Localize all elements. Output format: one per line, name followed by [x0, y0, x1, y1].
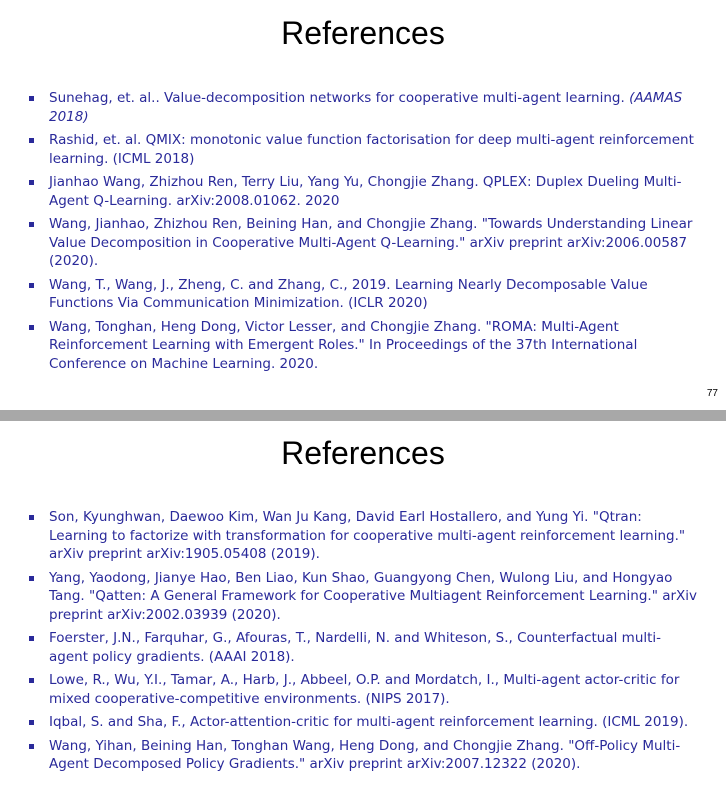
reference-item	[28, 508, 700, 564]
square-bullet-icon	[29, 744, 34, 749]
reference-text: Wang, Yihan, Beining Han, Tonghan Wang, Heng Dong, and Chongjie Zhang. "Off-Policy Multi-Agent Decomposed Policy Gradients." arXiv preprint arXiv:2007.12322 (2020).	[49, 737, 681, 772]
square-bullet-icon	[29, 576, 34, 581]
slide-divider	[0, 410, 726, 421]
square-bullet-icon	[29, 720, 34, 725]
page-number: 77	[706, 388, 718, 399]
square-bullet-icon	[29, 96, 34, 101]
reference-text: Sunehag, et. al.. Value-decomposition networks for cooperative multi-agent learning.	[49, 90, 630, 106]
reference-text: Iqbal, S. and Sha, F., Actor-attention-critic for multi-agent reinforcement learning. (ICML 2019).	[49, 714, 689, 730]
reference-text: Wang, T., Wang, J., Zheng, C. and Zhang, C., 2019. Learning Nearly Decomposable Value Functions Via Communication Minimization. (ICLR 2020)	[49, 276, 648, 311]
square-bullet-icon	[29, 325, 34, 330]
reference-item	[28, 713, 700, 732]
reference-text: Wang, Jianhao, Zhizhou Ren, Beining Han, and Chongjie Zhang. "Towards Understanding Linear Value Decomposition in Cooperative Multi-Agent Q-Learning." arXiv preprint arXiv:2006.00587 (2020).	[49, 216, 693, 269]
reference-venue: (AAMAS 2018)	[49, 90, 683, 125]
reference-text: Yang, Yaodong, Jianye Hao, Ben Liao, Kun Shao, Guangyong Chen, Wulong Liu, and Hongyao Tang. "Qatten: A General Framework for Cooperative Multiagent Reinforcement Learning." arXiv preprint arXiv:2002.03939 (2020).	[49, 569, 698, 623]
reference-item	[28, 173, 700, 210]
reference-item	[28, 131, 700, 168]
slide-title: References	[281, 435, 445, 471]
reference-text: Jianhao Wang, Zhizhou Ren, Terry Liu, Yang Yu, Chongjie Zhang. QPLEX: Duplex Dueling Multi-Agent Q-Learning. arXiv:2008.01062. 2020	[49, 174, 682, 209]
reference-item	[28, 318, 700, 374]
reference-text: Lowe, R., Wu, Y.I., Tamar, A., Harb, J., Abbeel, O.P. and Mordatch, I., Multi-agent actor-critic for mixed cooperative-competitive environments. (NIPS 2017).	[49, 672, 680, 707]
reference-item	[28, 215, 700, 271]
square-bullet-icon	[29, 138, 34, 143]
reference-list	[28, 89, 700, 378]
square-bullet-icon	[29, 515, 34, 520]
square-bullet-icon	[29, 678, 34, 683]
slide-title: References	[281, 15, 445, 51]
reference-list	[28, 508, 700, 779]
slide-references-2	[0, 421, 726, 805]
reference-text: Wang, Tonghan, Heng Dong, Victor Lesser, and Chongjie Zhang. "ROMA: Multi-Agent Reinforcement Learning with Emergent Roles." In Proceedings of the 37th International Conference on Machine Learning. 2020.	[49, 318, 638, 372]
square-bullet-icon	[29, 222, 34, 227]
reference-item	[28, 276, 700, 313]
reference-text: Rashid, et. al. QMIX: monotonic value function factorisation for deep multi-agent reinforcement learning. (ICML 2018)	[49, 132, 694, 167]
reference-item	[28, 89, 700, 126]
reference-item	[28, 737, 700, 774]
square-bullet-icon	[29, 180, 34, 185]
reference-text: Son, Kyunghwan, Daewoo Kim, Wan Ju Kang, David Earl Hostallero, and Yung Yi. "Qtran: Learning to factorize with transformation for cooperative multi-agent reinforcement learning." arXiv preprint arXiv:1905.05408 (2019).	[49, 509, 686, 562]
reference-item	[28, 671, 700, 708]
square-bullet-icon	[29, 283, 34, 288]
reference-text: Foerster, J.N., Farquhar, G., Afouras, T., Nardelli, N. and Whiteson, S., Counterfactual multi-agent policy gradients. (AAAI 2018).	[49, 630, 662, 665]
square-bullet-icon	[29, 636, 34, 641]
reference-item	[28, 629, 700, 666]
reference-item	[28, 569, 700, 625]
